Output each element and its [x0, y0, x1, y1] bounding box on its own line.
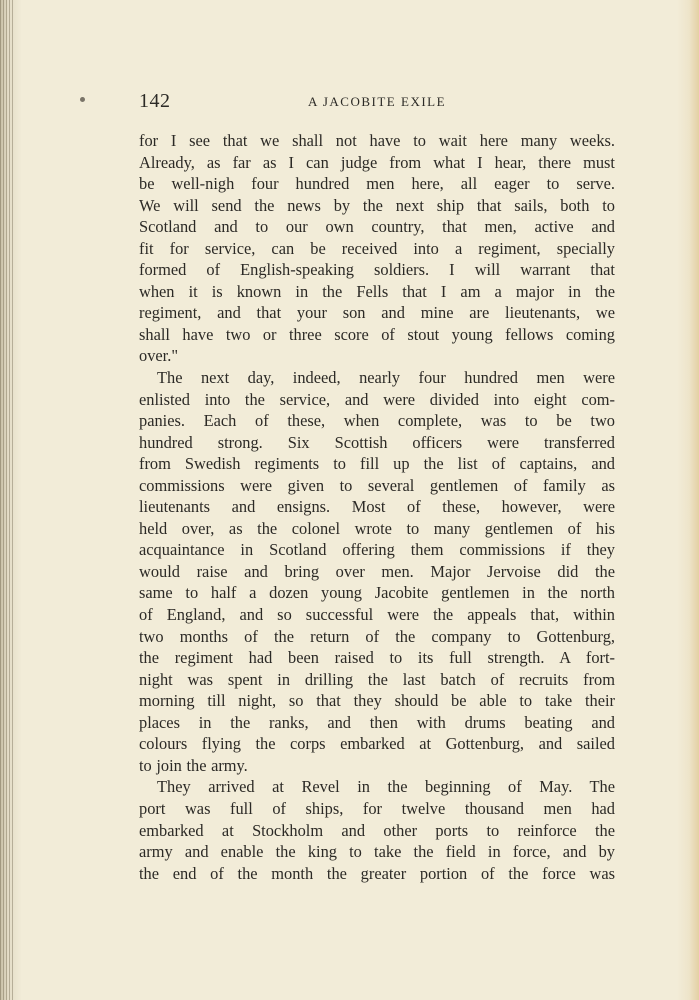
text-line: fit for service, can be received into a regiment, specially [139, 238, 615, 258]
page-number: 142 [139, 90, 171, 112]
text-line: Scotland and to our own country, that men, active and [139, 217, 615, 237]
text-line: over." [139, 346, 179, 366]
text-line: colours flying the corps embarked at Gottenburg, and sailed [139, 734, 615, 754]
text-line: Already, as far as I can judge from what I hear, there must [139, 152, 615, 172]
text-line: for I see that we shall not have to wait here many weeks. [139, 131, 615, 150]
text-line: enlisted into the service, and were divided into eight com- [139, 389, 615, 409]
ink-speck [80, 97, 85, 102]
page-header [139, 86, 615, 116]
text-line: shall have two or three score of stout young fellows coming [139, 324, 615, 344]
text-line: held over, as the colonel wrote to many gentlemen of his [139, 518, 615, 538]
text-line: be well-nigh four hundred men here, all eager to serve. [139, 174, 615, 194]
text-line: night was spent in drilling the last batch of recruits from [139, 669, 615, 689]
text-line: regiment, and that your son and mine are lieutenants, we [139, 303, 615, 323]
text-line: embarked at Stockholm and other ports to reinforce the [139, 820, 615, 840]
text-line: port was full of ships, for twelve thousand men had [139, 798, 615, 818]
page-binding-edge [0, 0, 14, 1000]
text-line: would raise and bring over men. Major Jervoise did the [139, 561, 615, 581]
text-line: acquaintance in Scotland offering them commissions if they [139, 540, 615, 560]
body-text [139, 130, 615, 884]
text-line: to join the army. [139, 755, 248, 775]
text-line: of England, and so successful were the appeals that, within [139, 605, 615, 625]
text-line: the regiment had been raised to its full strength. A fort- [139, 648, 615, 668]
text-line: same to half a dozen young Jacobite gentlemen in the north [139, 583, 615, 603]
text-line: from Swedish regiments to fill up the list of captains, and [139, 454, 615, 474]
text-line: places in the ranks, and then with drums beating and [139, 712, 615, 732]
running-head: A JACOBITE EXILE [307, 94, 447, 109]
text-line: They arrived at Revel in the beginning of May. The [157, 777, 615, 797]
text-line: hundred strong. Six Scottish officers were transferred [139, 432, 615, 452]
text-line: the end of the month the greater portion of the force was [139, 863, 615, 883]
text-line: commissions were given to several gentlemen of family as [139, 475, 615, 495]
text-line: The next day, indeed, nearly four hundred men were [157, 368, 615, 388]
text-line: army and enable the king to take the field in force, and by [139, 842, 615, 862]
text-line: panies. Each of these, when complete, was to be two [139, 411, 615, 431]
text-line: two months of the return of the company to Gottenburg, [139, 626, 615, 646]
text-line: formed of English-speaking soldiers. I will warrant that [139, 260, 615, 280]
text-line: when it is known in the Fells that I am a major in the [139, 281, 615, 301]
text-line: morning till night, so that they should be able to take their [139, 691, 615, 711]
text-line: lieutenants and ensigns. Most of these, however, were [139, 497, 615, 517]
text-line: We will send the news by the next ship that sails, both to [139, 195, 615, 215]
